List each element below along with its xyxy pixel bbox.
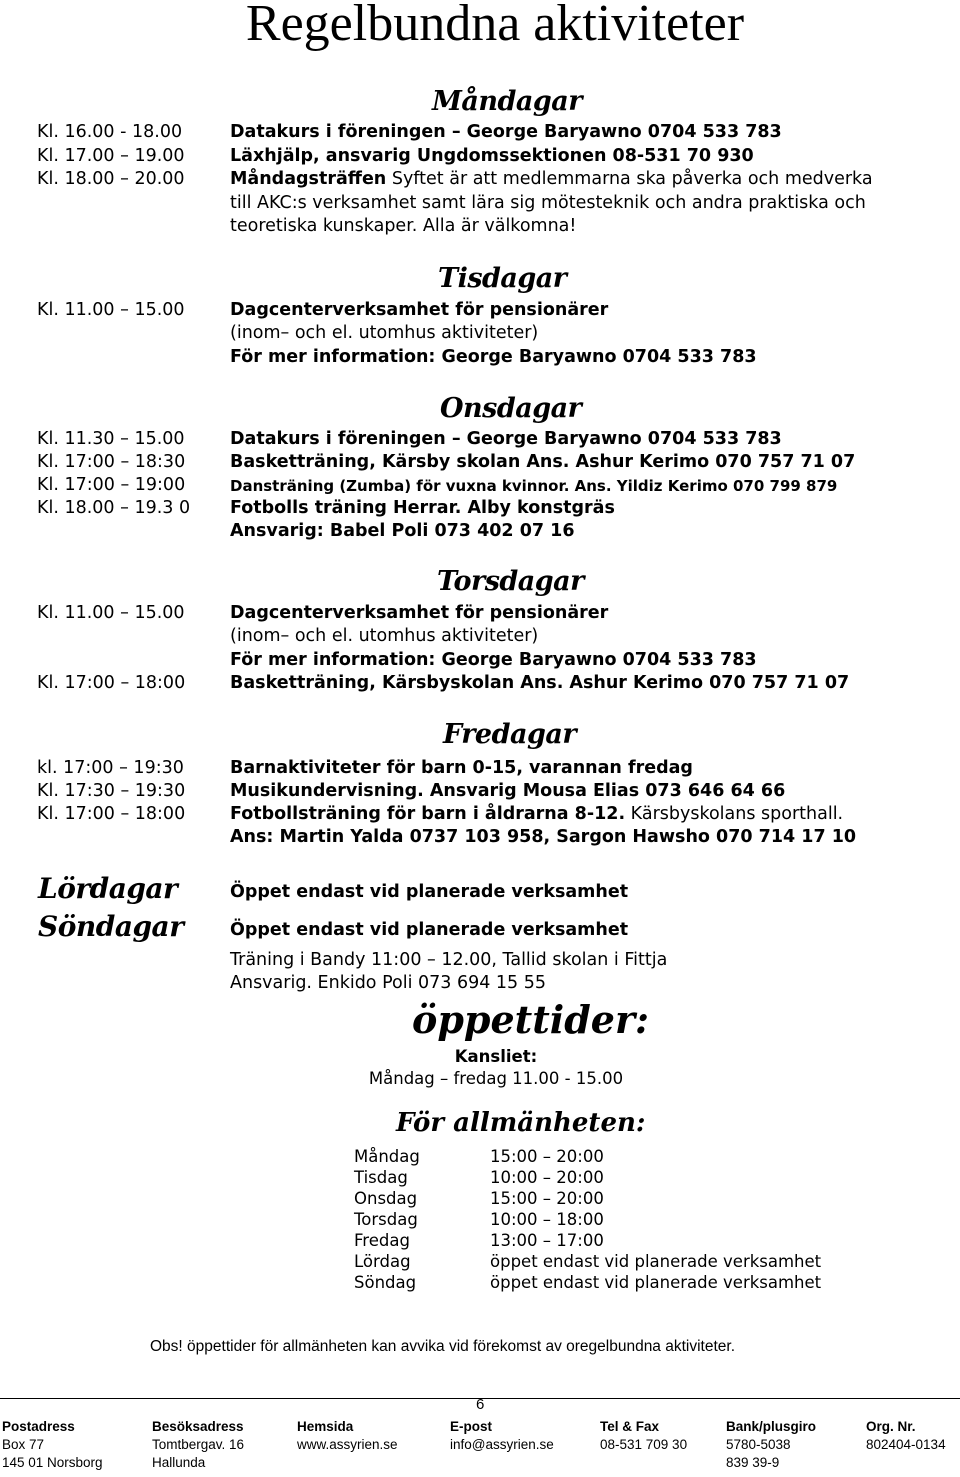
thursday-heading: Torsdagar [437, 566, 584, 597]
fri-time-2: Kl. 17:30 – 19:30 [37, 781, 186, 801]
mon-time-2: Kl. 17.00 – 19.00 [37, 146, 185, 166]
tuesday-heading: Tisdagar [438, 263, 567, 294]
opening-hours-heading: öppettider: [412, 997, 649, 1042]
thu-line-1: Dagcenterverksamhet för pensionärer [230, 603, 609, 623]
thu-line-3: För mer information: George Baryawno 0704 533 783 [230, 650, 757, 670]
wed-time-3: Kl. 17:00 – 19:00 [37, 475, 186, 495]
hours-note: Obs! öppettider för allmänheten kan avvika vid förekomst av oregelbundna aktiviteter. [150, 1338, 736, 1355]
tue-line-3: För mer information: George Baryawno 0704 533 783 [230, 347, 757, 367]
wed-time-1: Kl. 11.30 – 15.00 [37, 429, 185, 449]
footer-heading: Bank/plusgiro [726, 1419, 817, 1434]
hours-time: 10:00 – 18:00 [490, 1210, 604, 1229]
thu-line-4: Basketträning, Kärsbyskolan Ans. Ashur Kerimo 070 757 71 07 [230, 673, 850, 693]
hours-row [354, 1188, 821, 1209]
mon-text-3-rest: Syftet är att medlemmarna ska påverka och medverka [386, 169, 873, 189]
public-hours-table [354, 1146, 821, 1293]
footer-line: 08-531 709 30 [600, 1437, 688, 1452]
hours-time: öppet endast vid planerade verksamhet [490, 1252, 822, 1271]
page-number: 6 [476, 1396, 485, 1413]
fri-time-3: Kl. 17:00 – 18:00 [37, 804, 186, 824]
footer-org [866, 1418, 946, 1454]
hours-day: Tisdag [354, 1168, 408, 1187]
hours-time: 10:00 – 20:00 [490, 1168, 604, 1187]
wed-text-3: Dansträning (Zumba) för vuxna kvinnor. Ans. Yildiz Kerimo 070 799 879 [230, 477, 838, 495]
hours-day: Onsdag [354, 1189, 418, 1208]
website-link[interactable]: www.assyrien.se [297, 1437, 398, 1452]
footer-heading: Org. Nr. [866, 1419, 916, 1434]
footer-postal [2, 1418, 103, 1472]
hours-row [354, 1146, 821, 1167]
hours-row [354, 1272, 821, 1293]
mon-cont-2: teoretiska kunskaper. Alla är välkomna! [230, 216, 577, 236]
fri-text-2: Musikundervisning. Ansvarig Mousa Elias 073 646 64 66 [230, 781, 786, 801]
mon-time-3: Kl. 18.00 – 20.00 [37, 169, 185, 189]
footer-line: Hallunda [152, 1455, 206, 1470]
wed-text-1: Datakurs i föreningen – George Baryawno 0704 533 783 [230, 429, 782, 449]
footer-heading: Tel & Fax [600, 1419, 660, 1434]
mon-time-1: Kl. 16.00 - 18.00 [37, 122, 183, 142]
tue-line-2: (inom– och el. utomhus aktiviteter) [230, 323, 539, 343]
footer-line: Box 77 [2, 1437, 45, 1452]
hours-row [354, 1251, 821, 1272]
saturday-heading: Lördagar [38, 872, 178, 905]
fri-text-1: Barnaktiviteter för barn 0-15, varannan fredag [230, 758, 693, 778]
wednesday-heading: Onsdagar [440, 393, 582, 424]
email-link[interactable]: info@assyrien.se [450, 1437, 554, 1452]
fri-cont: Ans: Martin Yalda 0737 103 958, Sargon Hawsho 070 714 17 10 [230, 827, 857, 847]
footer-line: Tomtbergav. 16 [152, 1437, 245, 1452]
page-title: Regelbundna aktiviteter [245, 0, 745, 52]
mon-text-1: Datakurs i föreningen – George Baryawno 0704 533 783 [230, 122, 782, 142]
friday-heading: Fredagar [443, 719, 577, 750]
hours-day: Söndag [354, 1273, 417, 1292]
hours-day: Torsdag [354, 1210, 418, 1229]
thu-line-2: (inom– och el. utomhus aktiviteter) [230, 626, 539, 646]
footer-heading: E-post [450, 1419, 492, 1434]
footer-line: 839 39-9 [726, 1455, 780, 1470]
tue-line-1: Dagcenterverksamhet för pensionärer [230, 300, 609, 320]
thu-time-2: Kl. 17:00 – 18:00 [37, 673, 186, 693]
fri-time-1: kl. 17:00 – 19:30 [37, 758, 184, 778]
footer-website [297, 1418, 398, 1454]
footer-email [450, 1418, 554, 1454]
wed-time-2: Kl. 17:00 – 18:30 [37, 452, 186, 472]
fri-text-3-bold: Fotbollsträning för barn i åldrarna 8-12. [230, 804, 626, 824]
hours-row [354, 1209, 821, 1230]
sun-text: Öppet endast vid planerade verksamhet [230, 920, 629, 940]
office-label: Kansliet: [454, 1047, 538, 1066]
public-hours-heading: För allmänheten: [396, 1108, 646, 1138]
footer-heading: Besöksadress [152, 1419, 244, 1434]
footer-line: 5780-5038 [726, 1437, 791, 1452]
hours-time: 15:00 – 20:00 [490, 1147, 604, 1166]
sun-extra-1: Träning i Bandy 11:00 – 12.00, Tallid skolan i Fittja [230, 950, 668, 970]
hours-day: Måndag [354, 1147, 420, 1166]
mon-text-3-bold: Måndagsträffen [230, 169, 387, 189]
footer-phone [600, 1418, 687, 1454]
thu-time: Kl. 11.00 – 15.00 [37, 603, 185, 623]
footer-line: 802404-0134 [866, 1437, 946, 1452]
sat-text: Öppet endast vid planerade verksamhet [230, 882, 629, 902]
wed-time-4: Kl. 18.00 – 19.3 0 [37, 498, 191, 518]
footer-heading: Postadress [2, 1419, 75, 1434]
hours-time: 13:00 – 17:00 [490, 1231, 604, 1250]
fri-text-3-rest: Kärsbyskolans sporthall. [625, 804, 844, 824]
hours-time: öppet endast vid planerade verksamhet [490, 1273, 822, 1292]
mon-text-3 [230, 168, 873, 190]
tue-time: Kl. 11.00 – 15.00 [37, 300, 185, 320]
sunday-heading: Söndagar [38, 910, 184, 943]
office-hours: Måndag – fredag 11.00 - 15.00 [368, 1069, 624, 1088]
hours-row [354, 1167, 821, 1188]
hours-day: Fredag [354, 1231, 410, 1250]
sun-extra-2: Ansvarig. Enkido Poli 073 694 15 55 [230, 973, 547, 993]
wed-text-4: Fotbolls träning Herrar. Alby konstgräs [230, 498, 615, 518]
footer-line: 145 01 Norsborg [2, 1455, 103, 1470]
wed-cont: Ansvarig: Babel Poli 073 402 07 16 [230, 521, 575, 541]
mon-cont-1: till AKC:s verksamhet samt lära sig mötesteknik och andra praktiska och [230, 193, 866, 213]
wed-text-2: Basketträning, Kärsby skolan Ans. Ashur Kerimo 070 757 71 07 [230, 452, 856, 472]
fri-text-3 [230, 803, 843, 825]
mon-text-2: Läxhjälp, ansvarig Ungdomssektionen 08-531 70 930 [230, 146, 754, 166]
hours-time: 15:00 – 20:00 [490, 1189, 604, 1208]
hours-row [354, 1230, 821, 1251]
hours-day: Lördag [354, 1252, 411, 1271]
footer-visit [152, 1418, 244, 1472]
footer-heading: Hemsida [297, 1419, 354, 1434]
page-footer [0, 1398, 960, 1477]
monday-heading: Måndagar [432, 86, 582, 117]
footer-bank [726, 1418, 816, 1472]
